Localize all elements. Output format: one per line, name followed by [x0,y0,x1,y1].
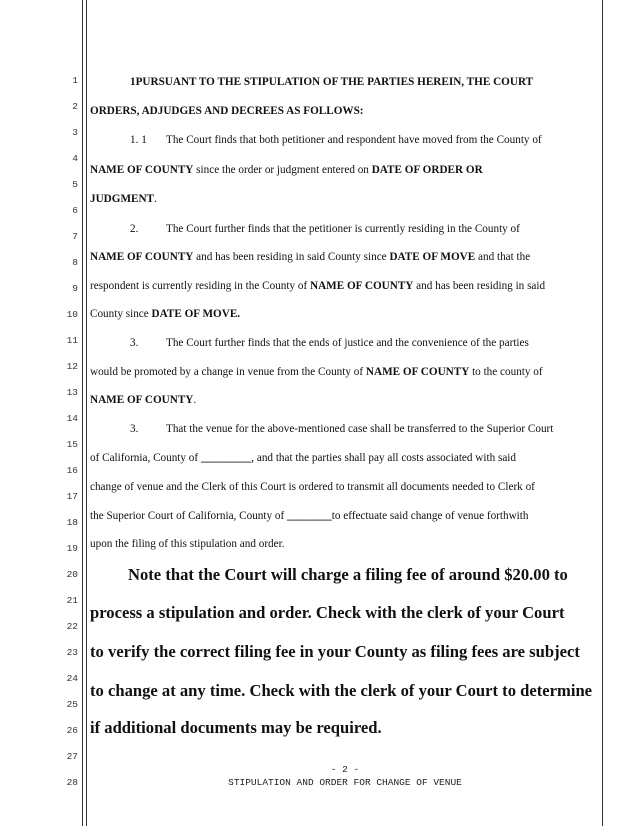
margin-rule-left-inner [86,0,87,826]
text-run: respondent is currently residing in the County of [90,280,310,292]
placeholder-date-of-move: DATE OF MOVE. [151,308,241,320]
line-number: 24 [66,673,78,684]
paragraph-number: 3. [130,337,139,349]
text-run: . [154,193,157,205]
paragraph-4-line-1 [90,422,600,436]
line-number: 20 [66,569,78,580]
line-number: 13 [66,387,78,398]
text-run: of California, County of [90,452,201,464]
paragraph-2-line-4 [90,307,600,321]
paragraph-number: 2. [130,223,139,235]
line-number: 17 [66,491,78,502]
line-number: 28 [66,777,78,788]
placeholder-judgment: JUDGMENT [90,193,155,205]
footer-title: STIPULATION AND ORDER FOR CHANGE OF VENUE [228,777,462,788]
placeholder-date-of-move: DATE OF MOVE [389,251,476,263]
placeholder-county: NAME OF COUNTY [365,366,470,378]
paragraph-number: 3. [130,423,139,435]
line-number: 9 [72,283,78,294]
paragraph-1-line-1 [90,133,600,147]
paragraph-1-line-3 [90,192,600,206]
text-run: , and that the parties shall pay all costs associated with said [251,452,516,464]
filing-fee-note-line-3: to verify the correct filing fee in your County as filing fees are subject [90,642,580,661]
text-run: since the order or judgment entered on [193,164,372,176]
line-number: 27 [66,751,78,762]
text-run: That the venue for the above-mentioned case shall be transferred to the Superior Court [166,423,554,435]
text-run: The Court finds that both petitioner and respondent have moved from the County of [166,134,542,146]
line-number: 10 [66,309,78,320]
line-number: 4 [72,153,78,164]
line-number: 6 [72,205,78,216]
page-number: - 2 - [330,764,360,775]
filing-fee-note-line-2: process a stipulation and order. Check with the clerk of your Court [90,603,565,622]
blank-field: _________ [200,452,252,464]
paragraph-4-line-4 [90,509,600,523]
line-number: 22 [66,621,78,632]
line-number: 11 [66,335,78,346]
filing-fee-note-line-5: if additional documents may be required. [90,718,382,737]
text-run: and that the [475,251,531,263]
paragraph-3-line-3 [90,393,600,407]
line-number: 12 [66,361,78,372]
paragraph-4-line-2 [90,451,600,465]
paragraph-1-line-2 [90,163,600,177]
line-number: 14 [66,413,78,424]
line-number: 19 [66,543,78,554]
text-run: County since [90,308,152,320]
line-number: 21 [66,595,78,606]
margin-rule-right [602,0,603,826]
text-run: to effectuate said change of venue forthwith [331,510,529,522]
paragraph-number: 1. 1 [130,134,147,146]
text-run: The Court further finds that the petitioner is currently residing in the County of [166,223,520,235]
line-number: 18 [66,517,78,528]
text-run: and has been residing in said County since [193,251,390,263]
line-number: 5 [72,179,78,190]
placeholder-county: NAME OF COUNTY [309,280,414,292]
line-number: 1 [72,75,78,86]
text-run: and has been residing in said [413,280,546,292]
text-run: The Court further finds that the ends of justice and the convenience of the parties [166,337,529,349]
line-number: 15 [66,439,78,450]
line-number: 23 [66,647,78,658]
intro-line-1: 1PURSUANT TO THE STIPULATION OF THE PARTIES HEREIN, THE COURT [130,76,534,88]
paragraph-4-line-3: change of venue and the Clerk of this Court is ordered to transmit all documents needed to Clerk of [90,481,535,493]
line-number: 7 [72,231,78,242]
paragraph-3-line-1 [90,336,600,350]
blank-field: ________ [287,510,332,522]
line-number: 3 [72,127,78,138]
paragraph-2-line-2 [90,250,600,264]
placeholder-date-of-order: DATE OF ORDER OR [371,164,483,176]
paragraph-3-line-2 [90,365,600,379]
line-number: 2 [72,101,78,112]
line-number: 26 [66,725,78,736]
paragraph-2-line-3 [90,279,600,293]
line-number: 8 [72,257,78,268]
text-run: to the county of [469,366,543,378]
intro-line-2: ORDERS, ADJUDGES AND DECREES AS FOLLOWS: [90,105,364,117]
paragraph-4-line-5: upon the filing of this stipulation and order. [90,538,285,550]
filing-fee-note-line-1: Note that the Court will charge a filing fee of around $20.00 to [128,565,568,584]
line-number: 16 [66,465,78,476]
text-run: would be promoted by a change in venue from the County of [90,366,366,378]
filing-fee-note-line-4: to change at any time. Check with the clerk of your Court to determine [90,681,593,700]
placeholder-county: NAME OF COUNTY [90,164,194,176]
paragraph-2-line-1 [90,222,600,236]
margin-rule-left-outer [82,0,83,826]
text-run: . [193,394,197,406]
text-run: the Superior Court of California, County of [90,510,287,522]
placeholder-county: NAME OF COUNTY [90,394,194,406]
line-number: 25 [66,699,78,710]
placeholder-county: NAME OF COUNTY [90,251,194,263]
